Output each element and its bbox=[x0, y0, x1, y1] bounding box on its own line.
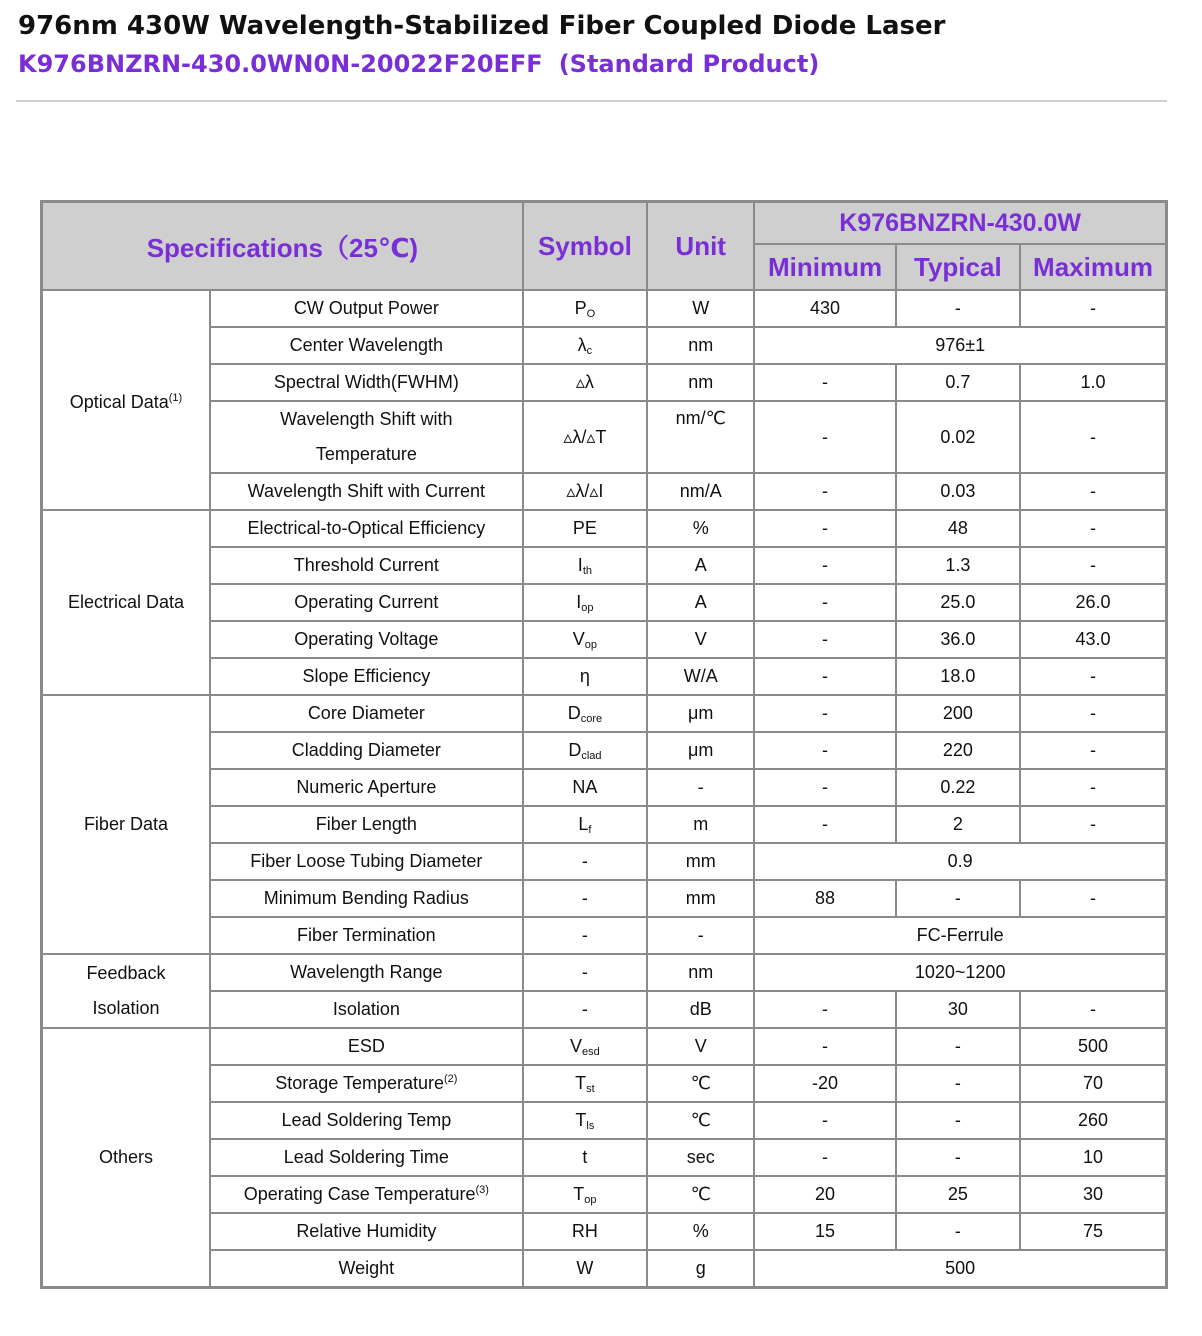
table-row bbox=[42, 880, 1167, 917]
max-cell: 26.0 bbox=[1020, 584, 1166, 621]
max-cell: 1.0 bbox=[1020, 364, 1166, 401]
table-row bbox=[42, 1139, 1167, 1176]
typ-cell: 1.3 bbox=[896, 547, 1020, 584]
param-cell: Spectral Width(FWHM) bbox=[210, 364, 523, 401]
table-row bbox=[42, 401, 1167, 473]
unit-cell: dB bbox=[647, 991, 754, 1028]
symbol-cell: $I_{op}$ bbox=[523, 584, 647, 621]
max-cell: - bbox=[1020, 658, 1166, 695]
max-cell: - bbox=[1020, 880, 1166, 917]
param-cell: Cladding Diameter bbox=[210, 732, 523, 769]
typ-cell: 0.02 bbox=[896, 401, 1020, 473]
typ-cell: - bbox=[896, 1102, 1020, 1139]
typ-cell: - bbox=[896, 1213, 1020, 1250]
min-cell: - bbox=[754, 510, 895, 547]
symbol-cell: ▵λ bbox=[523, 364, 647, 401]
param-cell: Fiber Loose Tubing Diameter bbox=[210, 843, 523, 880]
max-cell: 10 bbox=[1020, 1139, 1166, 1176]
min-cell: - bbox=[754, 1028, 895, 1065]
param-cell: Relative Humidity bbox=[210, 1213, 523, 1250]
group-label-others: Others bbox=[42, 1028, 210, 1287]
specifications-table bbox=[40, 200, 1168, 1289]
header-typical: Typical bbox=[896, 244, 1020, 290]
unit-cell: - bbox=[647, 769, 754, 806]
typ-cell: 18.0 bbox=[896, 658, 1020, 695]
table-row bbox=[42, 1065, 1167, 1102]
max-cell: 75 bbox=[1020, 1213, 1166, 1250]
unit-cell: - bbox=[647, 917, 754, 954]
param-cell: Operating Current bbox=[210, 584, 523, 621]
document-header bbox=[18, 8, 945, 84]
span-value-cell: FC-Ferrule bbox=[754, 917, 1166, 954]
symbol-cell: - bbox=[523, 991, 647, 1028]
table-row bbox=[42, 1028, 1167, 1065]
unit-cell: nm bbox=[647, 327, 754, 364]
footnote-marker: (1) bbox=[168, 391, 183, 404]
symbol-cell: - bbox=[523, 843, 647, 880]
param-cell: Fiber Length bbox=[210, 806, 523, 843]
typ-cell: 2 bbox=[896, 806, 1020, 843]
max-cell: - bbox=[1020, 473, 1166, 510]
symbol-cell: $T_{op}$ bbox=[523, 1176, 647, 1213]
param-cell: Wavelength Shift with Temperature bbox=[210, 401, 523, 473]
table-row bbox=[42, 843, 1167, 880]
min-cell: - bbox=[754, 584, 895, 621]
unit-cell: mm bbox=[647, 843, 754, 880]
unit-cell: ℃ bbox=[647, 1102, 754, 1139]
symbol-cell: - bbox=[523, 917, 647, 954]
min-cell: - bbox=[754, 547, 895, 584]
min-cell: 15 bbox=[754, 1213, 895, 1250]
param-cell: Lead Soldering Time bbox=[210, 1139, 523, 1176]
group-label-electrical: Electrical Data bbox=[42, 510, 210, 695]
max-cell: - bbox=[1020, 510, 1166, 547]
symbol-cell: $I_{th}$ bbox=[523, 547, 647, 584]
table-row bbox=[42, 364, 1167, 401]
typ-cell: 25.0 bbox=[896, 584, 1020, 621]
min-cell: - bbox=[754, 473, 895, 510]
table-row bbox=[42, 1250, 1167, 1287]
max-cell: - bbox=[1020, 290, 1166, 327]
unit-cell: nm bbox=[647, 364, 754, 401]
table-row bbox=[42, 290, 1167, 327]
table-row bbox=[42, 510, 1167, 547]
typ-cell: 25 bbox=[896, 1176, 1020, 1213]
symbol-cell: η bbox=[523, 658, 647, 695]
symbol-cell: ▵λ/▵I bbox=[523, 473, 647, 510]
product-type: (Standard Product) bbox=[558, 50, 820, 78]
table-row bbox=[42, 621, 1167, 658]
min-cell: - bbox=[754, 658, 895, 695]
max-cell: - bbox=[1020, 806, 1166, 843]
unit-cell: W/A bbox=[647, 658, 754, 695]
table-row bbox=[42, 954, 1167, 991]
unit-cell: A bbox=[647, 547, 754, 584]
header-part-number: K976BNZRN-430.0W bbox=[754, 202, 1166, 245]
unit-cell: m bbox=[647, 806, 754, 843]
symbol-cell: W bbox=[523, 1250, 647, 1287]
min-cell: - bbox=[754, 732, 895, 769]
table-row bbox=[42, 327, 1167, 364]
table-row bbox=[42, 732, 1167, 769]
unit-cell: mm bbox=[647, 880, 754, 917]
unit-cell: W bbox=[647, 290, 754, 327]
param-cell: Weight bbox=[210, 1250, 523, 1287]
symbol-cell: t bbox=[523, 1139, 647, 1176]
param-cell: ESD bbox=[210, 1028, 523, 1065]
unit-cell: μm bbox=[647, 695, 754, 732]
max-cell: 70 bbox=[1020, 1065, 1166, 1102]
symbol-cell: NA bbox=[523, 769, 647, 806]
table-row bbox=[42, 547, 1167, 584]
symbol-cell: - bbox=[523, 880, 647, 917]
table-row bbox=[42, 473, 1167, 510]
typ-cell: 200 bbox=[896, 695, 1020, 732]
header-unit: Unit bbox=[647, 202, 754, 291]
symbol-cell: ▵λ/▵T bbox=[523, 401, 647, 473]
table-row bbox=[42, 695, 1167, 732]
unit-cell: sec bbox=[647, 1139, 754, 1176]
typ-cell: 48 bbox=[896, 510, 1020, 547]
unit-cell: % bbox=[647, 1213, 754, 1250]
param-cell: Lead Soldering Temp bbox=[210, 1102, 523, 1139]
max-cell: 43.0 bbox=[1020, 621, 1166, 658]
max-cell: - bbox=[1020, 732, 1166, 769]
typ-cell: - bbox=[896, 1065, 1020, 1102]
header-minimum: Minimum bbox=[754, 244, 895, 290]
header-symbol: Symbol bbox=[523, 202, 647, 291]
part-number-line bbox=[18, 44, 945, 84]
typ-cell: - bbox=[896, 880, 1020, 917]
span-value-cell: 1020~1200 bbox=[754, 954, 1166, 991]
param-cell: Slope Efficiency bbox=[210, 658, 523, 695]
min-cell: 430 bbox=[754, 290, 895, 327]
min-cell: - bbox=[754, 1102, 895, 1139]
symbol-cell: $L_f$ bbox=[523, 806, 647, 843]
span-value-cell: 500 bbox=[754, 1250, 1166, 1287]
unit-cell: A bbox=[647, 584, 754, 621]
param-cell: Wavelength Shift with Current bbox=[210, 473, 523, 510]
symbol-cell: $D_{clad}$ bbox=[523, 732, 647, 769]
footnote-marker: (2) bbox=[444, 1073, 458, 1085]
table-row bbox=[42, 806, 1167, 843]
symbol-cell: RH bbox=[523, 1213, 647, 1250]
symbol-cell: $D_{core}$ bbox=[523, 695, 647, 732]
param-cell: CW Output Power bbox=[210, 290, 523, 327]
param-cell: Core Diameter bbox=[210, 695, 523, 732]
typ-cell: 0.03 bbox=[896, 473, 1020, 510]
group-label-optical bbox=[42, 290, 210, 510]
min-cell: 20 bbox=[754, 1176, 895, 1213]
header-divider bbox=[16, 100, 1167, 102]
unit-cell: g bbox=[647, 1250, 754, 1287]
max-cell: 260 bbox=[1020, 1102, 1166, 1139]
header-specifications: Specifications（25℃) bbox=[42, 202, 523, 291]
param-cell: Storage Temperature$^{(2)}$ bbox=[210, 1065, 523, 1102]
max-cell: - bbox=[1020, 547, 1166, 584]
table-row bbox=[42, 584, 1167, 621]
max-cell: 30 bbox=[1020, 1176, 1166, 1213]
typ-cell: 0.7 bbox=[896, 364, 1020, 401]
group-label-text: Optical Data bbox=[69, 391, 169, 412]
page-title: 976nm 430W Wavelength-Stabilized Fiber Coupled Diode Laser bbox=[18, 11, 946, 41]
group-label-feedback: Feedback Isolation bbox=[42, 954, 210, 1028]
table-row bbox=[42, 1213, 1167, 1250]
param-cell: Operating Voltage bbox=[210, 621, 523, 658]
symbol-cell: PE bbox=[523, 510, 647, 547]
typ-cell: 220 bbox=[896, 732, 1020, 769]
unit-cell: μm bbox=[647, 732, 754, 769]
table-row bbox=[42, 769, 1167, 806]
typ-cell: - bbox=[896, 1028, 1020, 1065]
param-cell: Operating Case Temperature$^{(3)}$ bbox=[210, 1176, 523, 1213]
unit-cell: V bbox=[647, 621, 754, 658]
unit-cell: V bbox=[647, 1028, 754, 1065]
symbol-cell: $V_{op}$ bbox=[523, 621, 647, 658]
min-cell: - bbox=[754, 769, 895, 806]
typ-cell: 36.0 bbox=[896, 621, 1020, 658]
table-row bbox=[42, 658, 1167, 695]
typ-cell: 30 bbox=[896, 991, 1020, 1028]
min-cell: - bbox=[754, 364, 895, 401]
typ-cell: - bbox=[896, 290, 1020, 327]
symbol-cell: $T_{st}$ bbox=[523, 1065, 647, 1102]
symbol-cell: $V_{esd}$ bbox=[523, 1028, 647, 1065]
param-cell: Isolation bbox=[210, 991, 523, 1028]
max-cell: - bbox=[1020, 991, 1166, 1028]
group-label-fiber: Fiber Data bbox=[42, 695, 210, 954]
min-cell: - bbox=[754, 401, 895, 473]
param-cell: Minimum Bending Radius bbox=[210, 880, 523, 917]
min-cell: - bbox=[754, 1139, 895, 1176]
typ-cell: - bbox=[896, 1139, 1020, 1176]
max-cell: - bbox=[1020, 401, 1166, 473]
unit-cell: nm bbox=[647, 954, 754, 991]
unit-cell: ℃ bbox=[647, 1176, 754, 1213]
max-cell: - bbox=[1020, 695, 1166, 732]
param-cell: Wavelength Range bbox=[210, 954, 523, 991]
table-row bbox=[42, 917, 1167, 954]
min-cell: - bbox=[754, 991, 895, 1028]
min-cell: - bbox=[754, 806, 895, 843]
min-cell: -20 bbox=[754, 1065, 895, 1102]
typ-cell: 0.22 bbox=[896, 769, 1020, 806]
symbol-cell: $T_{ls}$ bbox=[523, 1102, 647, 1139]
span-value-cell: 976±1 bbox=[754, 327, 1166, 364]
symbol-cell: $P_O$ bbox=[523, 290, 647, 327]
param-cell: Electrical-to-Optical Efficiency bbox=[210, 510, 523, 547]
max-cell: 500 bbox=[1020, 1028, 1166, 1065]
symbol-cell: - bbox=[523, 954, 647, 991]
max-cell: - bbox=[1020, 769, 1166, 806]
table-row bbox=[42, 1176, 1167, 1213]
min-cell: - bbox=[754, 695, 895, 732]
footnote-marker: (3) bbox=[475, 1184, 489, 1196]
unit-cell: nm/A bbox=[647, 473, 754, 510]
unit-cell: % bbox=[647, 510, 754, 547]
param-cell: Fiber Termination bbox=[210, 917, 523, 954]
table-row bbox=[42, 1102, 1167, 1139]
min-cell: 88 bbox=[754, 880, 895, 917]
table-row bbox=[42, 991, 1167, 1028]
param-cell: Center Wavelength bbox=[210, 327, 523, 364]
part-number: K976BNZRN-430.0WN0N-20022F20EFF bbox=[18, 50, 543, 78]
unit-cell: nm/℃ bbox=[647, 401, 754, 473]
span-value-cell: 0.9 bbox=[754, 843, 1166, 880]
param-cell: Numeric Aperture bbox=[210, 769, 523, 806]
header-maximum: Maximum bbox=[1020, 244, 1166, 290]
param-cell: Threshold Current bbox=[210, 547, 523, 584]
min-cell: - bbox=[754, 621, 895, 658]
symbol-cell: $\lambda_c$ bbox=[523, 327, 647, 364]
unit-cell: ℃ bbox=[647, 1065, 754, 1102]
